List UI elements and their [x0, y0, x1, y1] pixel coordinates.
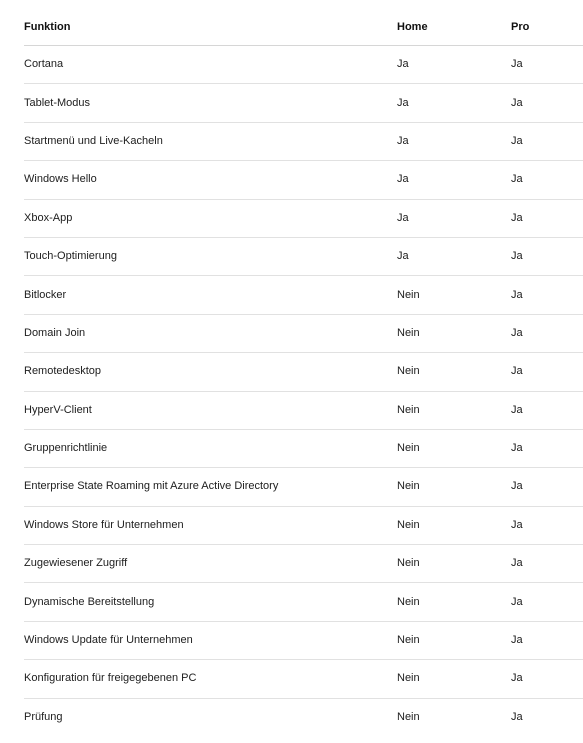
cell-funktion: Bitlocker	[24, 276, 397, 314]
cell-pro: Ja	[511, 660, 583, 698]
table-header	[24, 10, 583, 46]
cell-pro: Ja	[511, 710, 523, 723]
cell-home: Nein	[397, 710, 420, 723]
cell-funktion: Gruppenrichtlinie	[24, 429, 397, 467]
feature-comparison-table	[24, 10, 583, 736]
cell-pro: Ja	[511, 161, 583, 199]
table-row	[24, 122, 583, 160]
cell-funktion: Windows Update für Unternehmen	[24, 621, 397, 659]
table-row	[24, 468, 583, 506]
cell-home: Nein	[397, 391, 511, 429]
table-row	[24, 353, 583, 391]
cell-home: Ja	[397, 122, 511, 160]
cell-pro: Ja	[511, 545, 583, 583]
column-header-pro: Pro	[511, 10, 583, 46]
cell-funktion: Domain Join	[24, 314, 397, 352]
table-row	[24, 391, 583, 429]
cell-pro: Ja	[511, 199, 583, 237]
cell-pro: Ja	[511, 506, 583, 544]
cell-home: Ja	[397, 199, 511, 237]
cell-funktion: Remotedesktop	[24, 353, 397, 391]
table-row	[24, 161, 583, 199]
header-row	[24, 10, 583, 46]
cell-home: Ja	[397, 237, 511, 275]
cell-home: Ja	[397, 84, 511, 122]
table-row	[24, 314, 583, 352]
table-row	[24, 621, 583, 659]
cell-pro: Ja	[511, 353, 583, 391]
cell-funktion: Prüfung	[24, 710, 63, 723]
cell-home: Ja	[397, 161, 511, 199]
cell-home: Nein	[397, 314, 511, 352]
cell-pro: Ja	[511, 46, 583, 84]
cell-pro: Ja	[511, 84, 583, 122]
column-header-home: Home	[397, 10, 511, 46]
cell-home: Nein	[397, 429, 511, 467]
cell-funktion: HyperV-Client	[24, 391, 397, 429]
table-row	[24, 545, 583, 583]
cell-funktion: Enterprise State Roaming mit Azure Active Directory	[24, 468, 397, 506]
table-row	[24, 46, 583, 84]
cell-home: Nein	[397, 660, 511, 698]
cell-home: Nein	[397, 621, 511, 659]
table-row	[24, 660, 583, 698]
cell-funktion: Konfiguration für freigegebenen PC	[24, 660, 397, 698]
cell-funktion: Cortana	[24, 46, 397, 84]
table-row	[24, 84, 583, 122]
cell-home: Nein	[397, 353, 511, 391]
cell-funktion: Tablet-Modus	[24, 84, 397, 122]
cell-funktion: Touch-Optimierung	[24, 237, 397, 275]
cell-home: Nein	[397, 583, 511, 621]
cell-funktion: Dynamische Bereitstellung	[24, 583, 397, 621]
cell-pro: Ja	[511, 621, 583, 659]
table-row	[24, 583, 583, 621]
cell-home: Nein	[397, 506, 511, 544]
cell-pro: Ja	[511, 468, 583, 506]
table-row	[24, 237, 583, 275]
table-body	[24, 46, 583, 737]
table-row	[24, 199, 583, 237]
cell-pro: Ja	[511, 391, 583, 429]
cell-pro: Ja	[511, 122, 583, 160]
table-row	[24, 429, 583, 467]
cell-funktion: Zugewiesener Zugriff	[24, 545, 397, 583]
cell-home: Nein	[397, 545, 511, 583]
table-row	[24, 698, 583, 736]
cell-funktion: Windows Store für Unternehmen	[24, 506, 397, 544]
cell-pro: Ja	[511, 314, 583, 352]
cell-home: Ja	[397, 46, 511, 84]
cell-funktion: Windows Hello	[24, 161, 397, 199]
table-row	[24, 276, 583, 314]
cell-home: Nein	[397, 468, 511, 506]
cell-pro: Ja	[511, 583, 583, 621]
table-row	[24, 506, 583, 544]
cell-pro: Ja	[511, 429, 583, 467]
cell-pro: Ja	[511, 276, 583, 314]
column-header-funktion: Funktion	[24, 10, 397, 46]
cell-funktion: Startmenü und Live-Kacheln	[24, 122, 397, 160]
cell-funktion: Xbox-App	[24, 199, 397, 237]
cell-home: Nein	[397, 276, 511, 314]
cell-pro: Ja	[511, 237, 583, 275]
